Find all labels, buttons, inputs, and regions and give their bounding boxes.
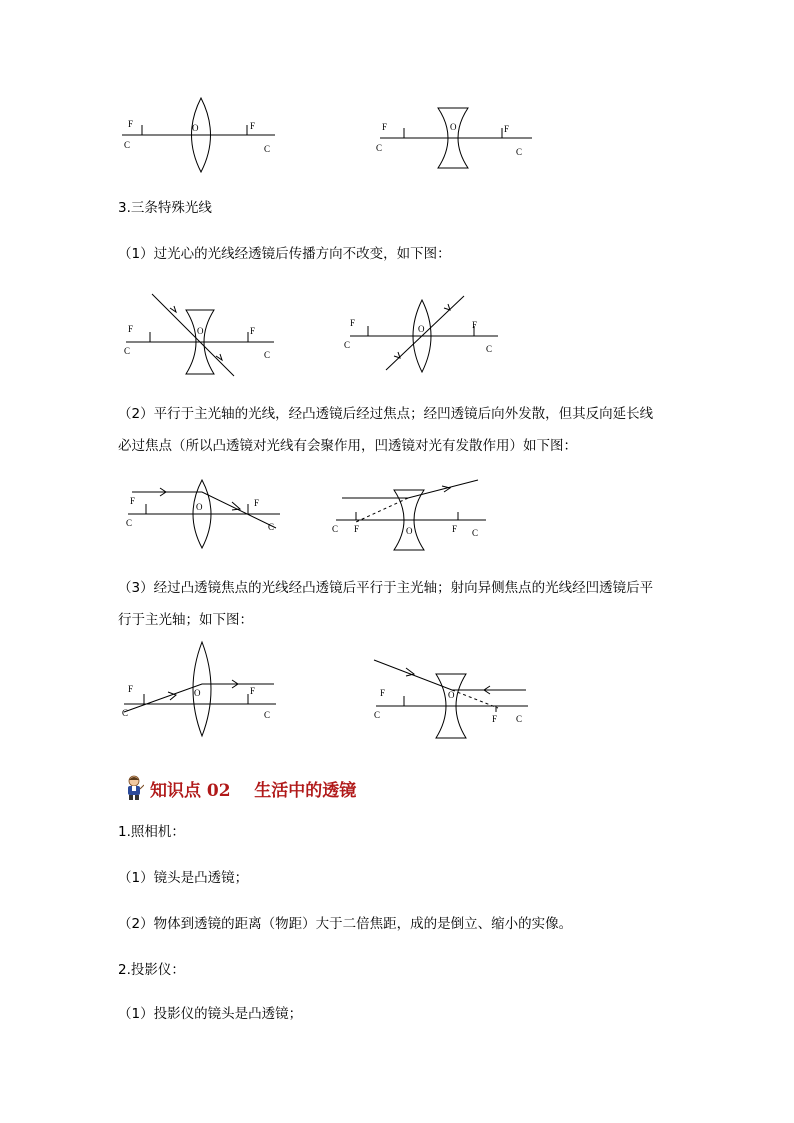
label-c-right: C: [472, 528, 479, 538]
label-o: O: [406, 526, 413, 536]
label-c-left: C: [374, 710, 381, 720]
label-o: O: [418, 324, 425, 334]
ray-through-center: [152, 294, 234, 376]
diverging-ray: [342, 480, 478, 498]
label-c-left: C: [126, 518, 133, 528]
label-o: O: [194, 688, 201, 698]
rule-2-line-1: （2）平行于主光轴的光线，经凸透镜后经过焦点；经凹透镜后向外发散，但其反向延长线: [118, 406, 654, 422]
label-c-left: C: [122, 708, 129, 718]
rule-2-line-2: 必过焦点（所以凸透镜对光线有会聚作用，凹透镜对光有发散作用）如下图：: [118, 438, 577, 454]
label-c-right: C: [264, 144, 271, 154]
label-c-left: C: [124, 140, 131, 150]
label-f-left: F: [128, 324, 134, 334]
label-c-right: C: [268, 522, 275, 532]
label-c-left: C: [124, 346, 131, 356]
virtual-extension: [452, 690, 498, 708]
camera-item-1: （1）镜头是凸透镜；: [118, 870, 249, 886]
convex-lens-parallel-ray-diagram: [118, 478, 288, 553]
label-f-left: F: [130, 496, 136, 506]
concave-lens-basic-diagram: [370, 100, 540, 175]
focal-ray: [374, 660, 526, 690]
label-f-left: F: [354, 524, 360, 534]
label-f-left: F: [128, 119, 134, 129]
convex-lens-center-ray-diagram: [340, 292, 510, 377]
teacher-figure-icon: [124, 775, 144, 801]
knowledge-point-heading: [124, 768, 356, 808]
label-f-left: F: [380, 688, 386, 698]
virtual-extension: [356, 498, 408, 522]
knowledge-point-title: 知识点 02 生活中的透镜: [150, 780, 357, 801]
label-c-left: C: [376, 143, 383, 153]
camera-item-2: （2）物体到透镜的距离（物距）大于二倍焦距，成的是倒立、缩小的实像。: [118, 916, 573, 932]
label-o: O: [450, 122, 457, 132]
label-f-left: F: [350, 318, 356, 328]
rule-3-line-1: （3）经过凸透镜焦点的光线经凸透镜后平行于主光轴；射向异侧焦点的光线经凹透镜后平: [118, 580, 654, 596]
concave-lens-focal-ray-diagram: [370, 654, 540, 744]
label-c-left: C: [332, 524, 339, 534]
label-o: O: [448, 690, 455, 700]
label-f-right: F: [254, 498, 260, 508]
camera-title: 1.照相机：: [118, 824, 185, 840]
label-o: O: [197, 326, 204, 336]
label-c-right: C: [486, 344, 493, 354]
label-o: O: [192, 123, 199, 133]
label-c-left: C: [344, 340, 351, 350]
label-f-left: F: [128, 684, 134, 694]
label-f-right: F: [452, 524, 458, 534]
label-f-right: F: [250, 121, 256, 131]
rule-1-text: （1）过光心的光线经透镜后传播方向不改变，如下图：: [118, 246, 451, 262]
label-f-right: F: [250, 326, 256, 336]
special-rays-title: 3.三条特殊光线: [118, 200, 212, 216]
label-f-right: F: [492, 714, 498, 724]
label-f-right: F: [472, 320, 478, 330]
convex-lens-focal-ray-diagram: [118, 640, 288, 740]
concave-lens-parallel-ray-diagram: [330, 476, 500, 556]
concave-lens-center-ray-diagram: [118, 290, 288, 380]
label-c-right: C: [264, 350, 271, 360]
label-f-right: F: [504, 124, 510, 134]
projector-title: 2.投影仪：: [118, 962, 185, 978]
label-f-right: F: [250, 686, 256, 696]
label-c-right: C: [516, 714, 523, 724]
projector-item-1: （1）投影仪的镜头是凸透镜；: [118, 1006, 303, 1022]
label-c-right: C: [516, 147, 523, 157]
label-o: O: [196, 502, 203, 512]
label-f-left: F: [382, 122, 388, 132]
label-c-right: C: [264, 710, 271, 720]
convex-lens-basic-diagram: [110, 95, 290, 175]
rule-3-line-2: 行于主光轴；如下图：: [118, 612, 253, 628]
